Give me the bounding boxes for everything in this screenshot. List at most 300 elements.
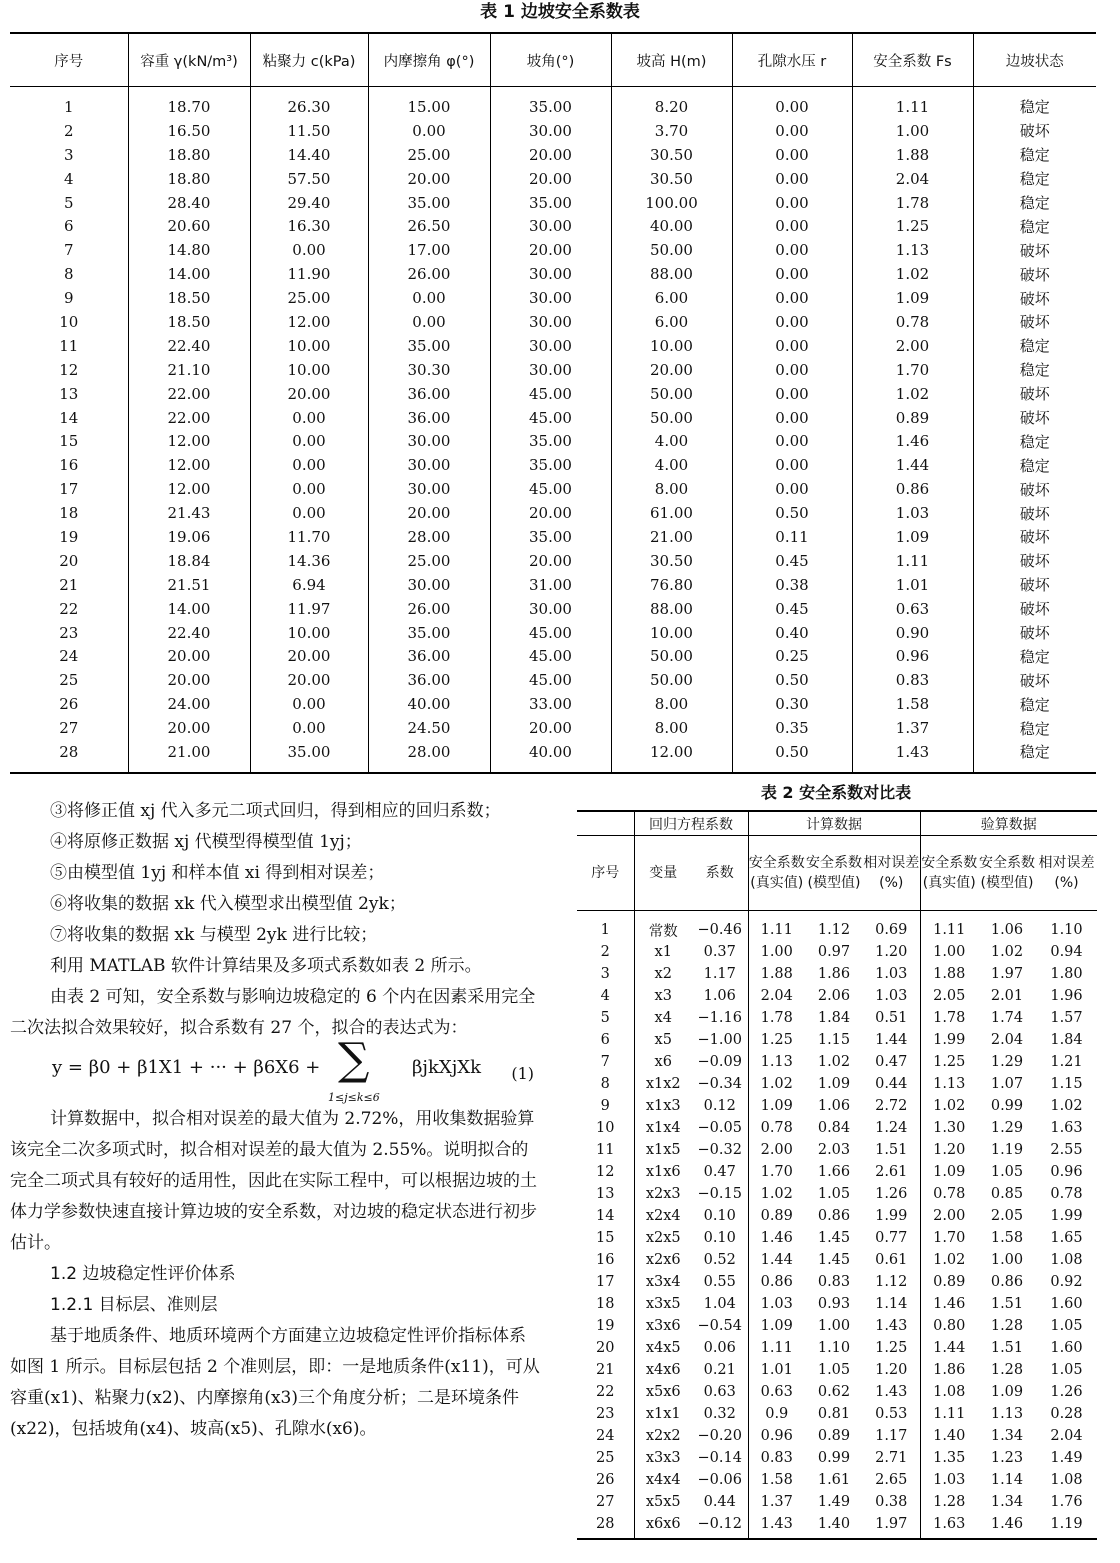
table-cell: 30.00 <box>490 262 611 286</box>
table-cell: 1.51 <box>990 1340 1024 1356</box>
table-row <box>577 1425 1097 1447</box>
table-cell: 1.11 <box>748 1337 805 1359</box>
table-cell: 0.83 <box>817 1274 851 1290</box>
table-cell: 1.03 <box>875 966 908 982</box>
table-cell: 11.90 <box>250 262 368 286</box>
table-cell: 36.00 <box>368 668 490 692</box>
table-cell: 1.25 <box>875 1340 908 1356</box>
table-cell: 36.00 <box>368 644 490 668</box>
table-cell: 45.00 <box>490 644 611 668</box>
table-cell: 1.44 <box>748 1249 805 1271</box>
table-cell: 14.00 <box>128 262 250 286</box>
table-cell: 0.83 <box>852 668 973 692</box>
table-cell: 45.00 <box>490 621 611 645</box>
table-cell: 1.00 <box>817 1318 851 1334</box>
table-cell: 1.29 <box>990 1054 1024 1070</box>
table-cell: 0.35 <box>732 716 852 740</box>
table-row <box>10 262 1096 286</box>
table-cell: x2x3 <box>634 1183 692 1205</box>
table-cell: 1.65 <box>1050 1230 1083 1246</box>
table-cell: 20.00 <box>368 167 490 191</box>
table-cell: 0.10 <box>703 1208 736 1224</box>
table-cell: 1.02 <box>748 1073 805 1095</box>
table-cell: 18.80 <box>128 167 250 191</box>
table-row <box>10 621 1096 645</box>
table-cell: 2.00 <box>748 1139 805 1161</box>
table-cell: 14.36 <box>250 549 368 573</box>
table-cell: 0.86 <box>990 1274 1024 1290</box>
table-row <box>577 1403 1097 1425</box>
table-cell: 6.00 <box>611 310 732 334</box>
table-cell: 1.03 <box>875 988 908 1004</box>
table-cell: 0.00 <box>250 716 368 740</box>
table-cell: 0.99 <box>990 1098 1024 1114</box>
table-cell: 88.00 <box>611 597 732 621</box>
table-cell: 1.88 <box>852 143 973 167</box>
table-cell: −0.15 <box>697 1186 742 1202</box>
table-row <box>10 597 1096 621</box>
table-cell: 1.12 <box>817 922 851 938</box>
equation-main: y = β0 + β1X1 + ··· + β6X6 + <box>52 1057 321 1078</box>
table-cell: 0.00 <box>732 429 852 453</box>
column-header: 安全系数(真实值) <box>920 836 978 911</box>
column-header: 边坡状态 <box>973 33 1096 87</box>
table-cell: 20.00 <box>368 501 490 525</box>
table-cell: 22.40 <box>128 334 250 358</box>
table-cell: 0.40 <box>732 621 852 645</box>
table-cell: 1.21 <box>1050 1054 1083 1070</box>
table-cell: 6 <box>63 217 74 236</box>
table-cell: 0.92 <box>1050 1274 1083 1290</box>
table-cell: 8 <box>63 265 74 284</box>
table-cell: 16 <box>596 1252 615 1268</box>
table-cell: 100.00 <box>611 191 732 215</box>
table-row <box>577 1139 1097 1161</box>
table-cell: 1.86 <box>920 1359 978 1381</box>
table-cell: 1.37 <box>748 1491 805 1513</box>
table-row <box>577 1469 1097 1491</box>
table-cell: 45.00 <box>490 382 611 406</box>
table-cell: 26 <box>596 1472 615 1488</box>
table-cell: 1.17 <box>703 966 736 982</box>
table-cell: 1.43 <box>875 1318 908 1334</box>
table-cell: 40.00 <box>368 692 490 716</box>
table-cell: 0.00 <box>732 238 852 262</box>
table-cell: 1.11 <box>852 87 973 119</box>
table-cell: 0.00 <box>732 262 852 286</box>
table-cell: 57.50 <box>250 167 368 191</box>
table-cell: 0.61 <box>875 1252 908 1268</box>
table-cell: 40.00 <box>611 214 732 238</box>
table-cell: 35.00 <box>490 191 611 215</box>
table-cell: 0.32 <box>703 1406 736 1422</box>
table-cell: 0.00 <box>732 214 852 238</box>
table-cell: 1.09 <box>990 1384 1024 1400</box>
table-cell: 17.00 <box>368 238 490 262</box>
table-cell: 1.78 <box>920 1007 978 1029</box>
table-cell: 1.88 <box>748 963 805 985</box>
table-row <box>10 191 1096 215</box>
table-cell: 0.00 <box>732 358 852 382</box>
table-cell: 0.45 <box>732 597 852 621</box>
table-row <box>10 644 1096 668</box>
table-cell: 1.05 <box>817 1186 851 1202</box>
table-cell: 10.00 <box>250 334 368 358</box>
table-cell: 26.00 <box>368 597 490 621</box>
table-cell: 26 <box>59 695 79 714</box>
table-cell: 14 <box>59 408 79 427</box>
column-header: 容重 γ(kN/m³) <box>128 33 250 87</box>
table-cell: 0.55 <box>703 1274 736 1290</box>
table-cell: 0.85 <box>990 1186 1024 1202</box>
table-cell: x4 <box>634 1007 692 1029</box>
body-text <box>10 796 540 1445</box>
table-cell: 12 <box>596 1164 615 1180</box>
column-header: 相对误差(%) <box>1036 836 1097 911</box>
table-cell: 1.76 <box>1050 1494 1083 1510</box>
paragraph: 基于地质条件、地质环境两个方面建立边坡稳定性评价指标体系如图 1 所示。目标层包括 2 个准则层，即：一是地质条件(x11)，可从容重(x1)、粘聚力(x2)、内摩擦角(x3)三个角度分析；二是环境条件(x22)，包括坡角(x4)、坡高(x5)、孔隙水(x6)。 <box>10 1326 540 1439</box>
table-cell: 1.46 <box>852 429 973 453</box>
table-cell: 12.00 <box>128 453 250 477</box>
table-cell: 0.50 <box>732 668 852 692</box>
table-cell: 1.11 <box>920 911 978 942</box>
table-cell: 20.00 <box>611 358 732 382</box>
table-cell: 7 <box>600 1054 610 1070</box>
table-cell: 14 <box>596 1208 615 1224</box>
table-cell: x5x6 <box>634 1381 692 1403</box>
table-cell: 1.57 <box>1050 1010 1083 1026</box>
table-cell: 0.21 <box>703 1362 736 1378</box>
table-cell: 0.89 <box>748 1205 805 1227</box>
table-cell: 0.53 <box>875 1406 908 1422</box>
table-cell: 10.00 <box>250 358 368 382</box>
table-cell: x1x4 <box>634 1117 692 1139</box>
paragraph: 由表 2 可知，安全系数与影响边坡稳定的 6 个内在因素采用完全二次法拟合效果较好，拟合系数有 27 个，拟合的表达式为： <box>10 987 536 1038</box>
table-cell: 1.02 <box>852 262 973 286</box>
table-cell: 0.38 <box>732 573 852 597</box>
table-cell: 破坏 <box>973 573 1096 597</box>
table-row <box>577 1007 1097 1029</box>
table-cell: 1.11 <box>852 549 973 573</box>
table-cell: 0.83 <box>748 1447 805 1469</box>
table-cell: 1.20 <box>875 1362 908 1378</box>
table-cell: 0.96 <box>852 644 973 668</box>
table-cell: 破坏 <box>973 382 1096 406</box>
equation-1 <box>10 1034 540 1104</box>
table-cell: 0.69 <box>875 922 908 938</box>
table-cell: 50.00 <box>611 668 732 692</box>
table-cell: 31.00 <box>490 573 611 597</box>
table-cell: 2 <box>600 944 610 960</box>
table-cell: 0.00 <box>732 382 852 406</box>
table-row <box>10 692 1096 716</box>
table-cell: 25 <box>596 1450 615 1466</box>
table-cell: 1.00 <box>748 941 805 963</box>
table-cell: 0.28 <box>1050 1406 1083 1422</box>
table-cell: 1.06 <box>990 922 1024 938</box>
table-cell: x2x2 <box>634 1425 692 1447</box>
table-cell: 17 <box>596 1274 615 1290</box>
table-cell: 1.25 <box>920 1051 978 1073</box>
table-row <box>10 549 1096 573</box>
table-cell: 18.50 <box>128 286 250 310</box>
table-cell: 1.99 <box>875 1208 908 1224</box>
table-cell: 1.08 <box>1050 1252 1083 1268</box>
table-cell: 14.40 <box>250 143 368 167</box>
table-cell: 21 <box>596 1362 615 1378</box>
table-cell: 28 <box>577 1513 634 1539</box>
table-cell: 35.00 <box>368 621 490 645</box>
group-header: 回归方程系数 <box>634 811 748 836</box>
table-cell: 稳定 <box>973 716 1096 740</box>
table-cell: 16.30 <box>250 214 368 238</box>
table-cell: 30.30 <box>368 358 490 382</box>
step-4: ④将原修正数据 xj 代模型得模型值 1yj； <box>50 832 362 852</box>
table-cell: 1.63 <box>1050 1120 1083 1136</box>
table-cell: 35.00 <box>490 453 611 477</box>
table-cell: 30.00 <box>490 214 611 238</box>
table-cell: 18.70 <box>128 87 250 119</box>
table-cell: 1.46 <box>920 1293 978 1315</box>
table-cell: 25.00 <box>368 143 490 167</box>
table-cell: 12.00 <box>611 740 732 773</box>
table-cell: 1.43 <box>748 1513 805 1539</box>
table-cell: 破坏 <box>973 549 1096 573</box>
table-row <box>10 406 1096 430</box>
table-cell: 14.00 <box>128 597 250 621</box>
summation-symbol: ∑ <box>338 1034 370 1085</box>
table-cell: 破坏 <box>973 525 1096 549</box>
table-cell: 21.43 <box>128 501 250 525</box>
table-cell: 25 <box>59 671 79 690</box>
table-cell: 1.02 <box>990 944 1024 960</box>
table-cell: 0.89 <box>920 1271 978 1293</box>
table-cell: 0.00 <box>732 167 852 191</box>
table-cell: 0.00 <box>368 119 490 143</box>
table-row <box>577 1205 1097 1227</box>
table-cell: x6x6 <box>634 1513 692 1539</box>
table-cell: 11 <box>59 336 79 355</box>
table-cell: 0.00 <box>250 501 368 525</box>
table-cell: 3.70 <box>611 119 732 143</box>
table-cell: 14.80 <box>128 238 250 262</box>
table-cell: 4.00 <box>611 453 732 477</box>
table-cell: 0.37 <box>703 944 736 960</box>
table-cell: 19 <box>59 527 79 546</box>
table-cell: 破坏 <box>973 668 1096 692</box>
table-cell: 0.00 <box>250 692 368 716</box>
table-row <box>577 911 1097 942</box>
group-header-blank <box>577 811 634 836</box>
table-row <box>10 477 1096 501</box>
table-cell: 0.99 <box>817 1450 851 1466</box>
table-cell: 稳定 <box>973 167 1096 191</box>
table-cell: 稳定 <box>973 429 1096 453</box>
table-row <box>10 525 1096 549</box>
table-cell: 10.00 <box>611 334 732 358</box>
table-cell: 15 <box>59 432 79 451</box>
table-cell: 1.60 <box>1050 1340 1083 1356</box>
table-cell: 0.63 <box>852 597 973 621</box>
table-cell: 3 <box>600 966 610 982</box>
table-row <box>577 941 1097 963</box>
table-cell: 1.86 <box>817 966 851 982</box>
table-cell: 28.00 <box>368 740 490 773</box>
column-header: 相对误差(%) <box>863 836 920 911</box>
table-cell: 1.25 <box>748 1029 805 1051</box>
table-cell: 20.00 <box>490 238 611 262</box>
table-cell: 破坏 <box>973 621 1096 645</box>
table-cell: x1 <box>634 941 692 963</box>
table-cell: 1.13 <box>990 1406 1024 1422</box>
table-cell: 1.84 <box>1050 1032 1083 1048</box>
table-row <box>10 214 1096 238</box>
table-cell: 33.00 <box>490 692 611 716</box>
table-cell: 1.20 <box>920 1139 978 1161</box>
table-cell: 30.50 <box>611 549 732 573</box>
table-cell: 1.25 <box>852 214 973 238</box>
table-cell: 1.01 <box>852 573 973 597</box>
table-cell: 0.50 <box>732 501 852 525</box>
column-header: 坡角(°) <box>490 33 611 87</box>
table-cell: 88.00 <box>611 262 732 286</box>
table-cell: 1.24 <box>875 1120 908 1136</box>
table-cell: 破坏 <box>973 501 1096 525</box>
table-row <box>577 1161 1097 1183</box>
table-cell: 35.00 <box>490 525 611 549</box>
table-cell: 2.03 <box>817 1142 851 1158</box>
table-cell: 1.05 <box>990 1164 1024 1180</box>
table-cell: 1.14 <box>875 1296 908 1312</box>
table-cell: 26.50 <box>368 214 490 238</box>
table-row <box>10 119 1096 143</box>
column-header: 序号 <box>10 33 128 87</box>
table-cell: 1.60 <box>1050 1296 1083 1312</box>
table-cell: 1.99 <box>1050 1208 1083 1224</box>
table-cell: 2.05 <box>920 985 978 1007</box>
table-row <box>10 310 1096 334</box>
table-row <box>577 1381 1097 1403</box>
table-cell: 0.00 <box>368 310 490 334</box>
table-cell: 1.70 <box>920 1227 978 1249</box>
table-cell: 20.00 <box>128 716 250 740</box>
table-cell: x2x6 <box>634 1249 692 1271</box>
table-cell: 1.66 <box>817 1164 851 1180</box>
table-cell: 破坏 <box>973 406 1096 430</box>
table-cell: 1.09 <box>852 525 973 549</box>
table-cell: 1.07 <box>990 1076 1024 1092</box>
table-cell: 1.43 <box>875 1384 908 1400</box>
table-cell: 1.51 <box>875 1142 908 1158</box>
table-cell: 30.50 <box>611 167 732 191</box>
table-cell: 8.00 <box>611 716 732 740</box>
table-cell: 13 <box>59 384 79 403</box>
table-cell: 45.00 <box>490 406 611 430</box>
table-cell: 2.01 <box>990 988 1024 1004</box>
table-cell: 1.44 <box>875 1032 908 1048</box>
table-cell: 27 <box>596 1494 615 1510</box>
table-cell: 1.12 <box>875 1274 908 1290</box>
column-header: 坡高 H(m) <box>611 33 732 87</box>
table-cell: 1.28 <box>920 1491 978 1513</box>
table-cell: 35.00 <box>250 740 368 773</box>
table-cell: 1.15 <box>817 1032 851 1048</box>
equation-tail: βjkXjXk <box>412 1057 482 1078</box>
table-cell: 0.9 <box>748 1403 805 1425</box>
table-cell: 0.47 <box>703 1164 736 1180</box>
table-cell: 50.00 <box>611 238 732 262</box>
table-cell: 0.78 <box>920 1183 978 1205</box>
table-cell: 35.00 <box>368 191 490 215</box>
step-3: ③将修正值 xj 代入多元二项式回归，得到相应的回归系数； <box>50 801 501 821</box>
table-cell: 20.00 <box>490 143 611 167</box>
table-cell: −0.09 <box>697 1054 742 1070</box>
table-cell: x3 <box>634 985 692 1007</box>
table-cell: 0.78 <box>1050 1186 1083 1202</box>
table-cell: 0.93 <box>817 1296 851 1312</box>
table-cell: −0.05 <box>697 1120 742 1136</box>
table-cell: 1.02 <box>920 1095 978 1117</box>
column-header: 粘聚力 c(kPa) <box>250 33 368 87</box>
table-cell: 21.00 <box>611 525 732 549</box>
table-row <box>577 1337 1097 1359</box>
table-row <box>577 1293 1097 1315</box>
table-cell: 1.37 <box>852 716 973 740</box>
column-header: 序号 <box>577 836 634 911</box>
table-cell: x1x3 <box>634 1095 692 1117</box>
table-cell: 19.06 <box>128 525 250 549</box>
table-cell: 1.03 <box>852 501 973 525</box>
table-cell: 7 <box>63 241 74 260</box>
group-header: 计算数据 <box>748 811 920 836</box>
table-cell: 1.58 <box>748 1469 805 1491</box>
table-cell: −0.34 <box>697 1076 742 1092</box>
table-cell: 1.15 <box>1050 1076 1083 1092</box>
table-cell: 1.05 <box>817 1362 851 1378</box>
table-cell: 40.00 <box>490 740 611 773</box>
table-cell: 26.00 <box>368 262 490 286</box>
table-cell: 0.96 <box>1050 1164 1083 1180</box>
table-cell: 11.97 <box>250 597 368 621</box>
table-cell: 1.13 <box>852 238 973 262</box>
table-cell: 0.47 <box>875 1054 908 1070</box>
table-cell: 稳定 <box>973 191 1096 215</box>
table-cell: −1.00 <box>697 1032 742 1048</box>
table-cell: 11 <box>596 1142 615 1158</box>
table-cell: 1.19 <box>1036 1513 1097 1539</box>
table-cell: 30.00 <box>490 119 611 143</box>
table-cell: 22.40 <box>128 621 250 645</box>
table-cell: 1.40 <box>920 1425 978 1447</box>
table-cell: 50.00 <box>611 382 732 406</box>
table-row <box>10 143 1096 167</box>
table-cell: 1.10 <box>817 1340 851 1356</box>
table-cell: 稳定 <box>973 143 1096 167</box>
table-cell: 1.14 <box>990 1472 1024 1488</box>
table-cell: 20.00 <box>490 167 611 191</box>
table-cell: 24 <box>596 1428 615 1444</box>
table-cell: 1.09 <box>817 1076 851 1092</box>
table-cell: 1.02 <box>1050 1098 1083 1114</box>
table-cell: 4 <box>63 169 74 188</box>
table-cell: 8.20 <box>611 87 732 119</box>
table-cell: x3x4 <box>634 1271 692 1293</box>
table-cell: 0.51 <box>875 1010 908 1026</box>
table-cell: 6 <box>600 1032 610 1048</box>
table-cell: 1.44 <box>852 453 973 477</box>
table-cell: 1.28 <box>990 1318 1024 1334</box>
table-cell: 0.25 <box>732 644 852 668</box>
